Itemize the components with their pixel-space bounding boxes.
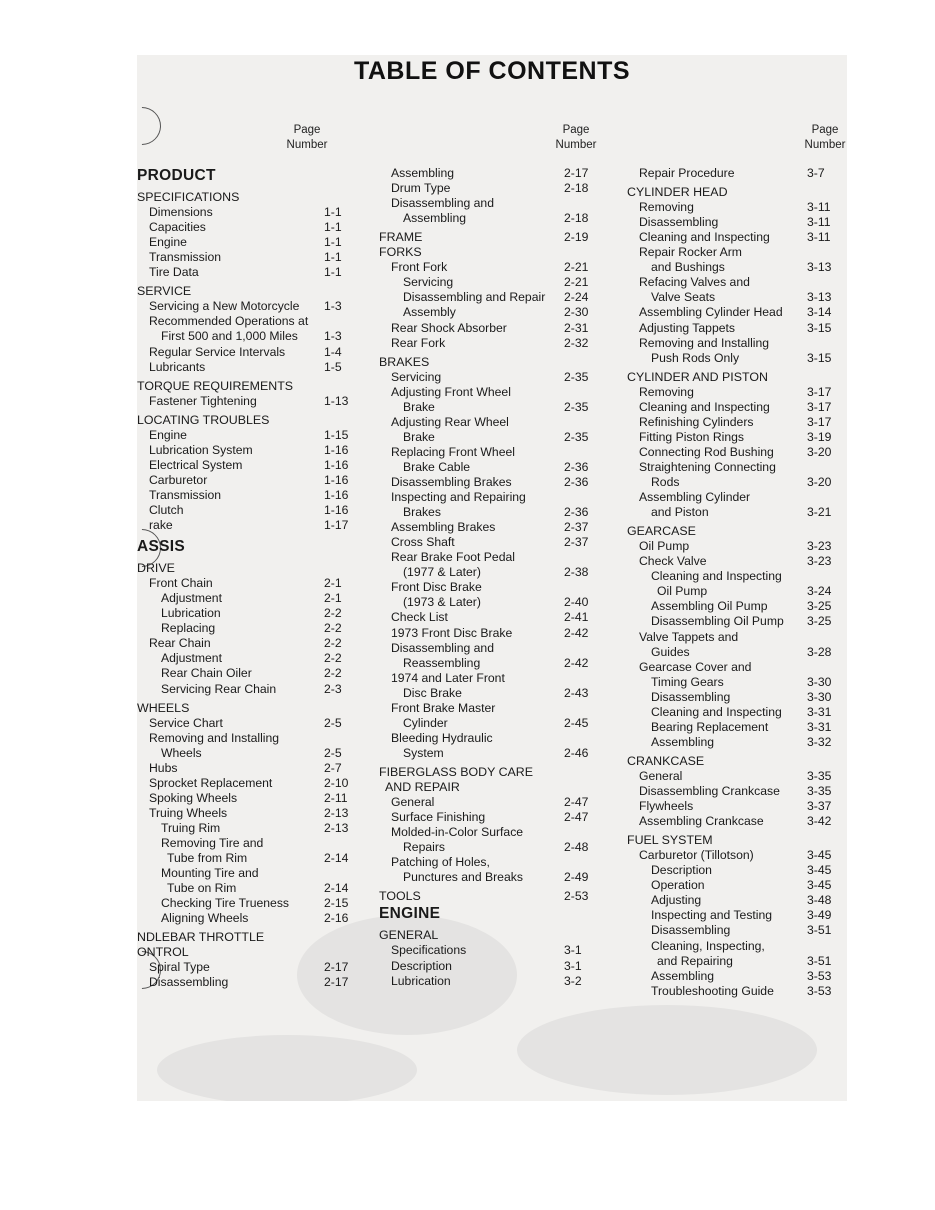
toc-entry: Fastener Tightening: [149, 393, 257, 408]
page-number: 2-42: [564, 625, 589, 640]
section-heading: NDLEBAR THROTTLE: [137, 930, 265, 945]
toc-entry: Adjusting: [651, 893, 702, 908]
page-number: 2-15: [324, 896, 349, 911]
page-number: 3-11: [807, 230, 831, 245]
page-number: 2-1: [324, 591, 342, 606]
toc-entry: (1973 & Later): [403, 595, 481, 610]
toc-entry: General: [639, 768, 683, 783]
page-number: 3-13: [807, 290, 832, 305]
toc-entry: (1977 & Later): [403, 565, 481, 580]
toc-entry: Cleaning and Inspecting: [639, 399, 770, 414]
page-number: 2-37: [564, 535, 589, 550]
page-number: 2-13: [324, 820, 349, 835]
toc-entry: Disc Brake: [403, 685, 462, 700]
page-number: 3-31: [807, 719, 832, 734]
toc-entry: Lubricants: [149, 359, 206, 374]
toc-entry: Adjusting Tappets: [639, 320, 735, 335]
toc-entry: Engine: [149, 235, 187, 250]
toc-entry: Inspecting and Testing: [651, 908, 773, 923]
toc-entry: Lubrication: [391, 973, 451, 988]
toc-entry: Cleaning and Inspecting: [651, 569, 782, 584]
page-number: 3-49: [807, 908, 832, 923]
toc-entry: Adjusting Front Wheel: [391, 384, 511, 399]
toc-entry: Check Valve: [639, 554, 707, 569]
section-title: ENGINE: [379, 905, 441, 923]
toc-entry: Clutch: [149, 503, 184, 517]
toc-entry: Check List: [391, 610, 448, 625]
page-number: 3-35: [807, 784, 832, 798]
toc-entry: Disassembling: [639, 215, 719, 230]
page-number: 1-16: [324, 503, 349, 517]
page-number: 2-38: [564, 565, 589, 580]
toc-entry: Guides: [651, 644, 690, 659]
toc-entry: Removing and Installing: [149, 730, 280, 745]
toc-entry: Brake Cable: [403, 459, 471, 474]
toc-entry: Sprocket Replacement: [149, 775, 273, 790]
page-number: 3-23: [807, 539, 832, 554]
toc-entry: Front Chain: [149, 576, 213, 591]
page-number: 3-15: [807, 320, 832, 335]
page-number: 3-32: [807, 734, 832, 749]
page-number: 3-17: [807, 414, 832, 429]
toc-entry: Front Fork: [391, 260, 448, 275]
toc-entry: Truing Rim: [161, 820, 221, 835]
toc-entry: Disassembling and Repair: [403, 290, 546, 305]
toc-entry: Description: [651, 863, 712, 878]
toc-entry: Hubs: [149, 760, 178, 775]
page-number: 3-1: [564, 958, 582, 973]
toc-entry: Brake: [403, 399, 435, 414]
toc-entry: Disassembling and: [391, 640, 494, 655]
toc-entry: Assembly: [403, 305, 456, 320]
toc-entry: Assembling: [391, 166, 454, 180]
section-heading: TOOLS: [379, 889, 421, 904]
page-number: 1-13: [324, 393, 349, 408]
section-heading: SERVICE: [137, 284, 192, 299]
page-number: 1-3: [324, 299, 342, 314]
toc-entry: Removing and Installing: [639, 335, 770, 350]
page-number: 2-46: [564, 745, 589, 760]
page-number: 3-17: [807, 384, 832, 399]
toc-entry: Servicing a New Motorcycle: [149, 299, 300, 314]
toc-entry: and Repairing: [657, 953, 733, 968]
page-number: 1-16: [324, 442, 349, 457]
toc-entry: Cross Shaft: [391, 535, 455, 550]
page-number: 3-13: [807, 260, 832, 275]
toc-entry: Disassembling: [149, 975, 229, 990]
toc-entry: Timing Gears: [651, 674, 724, 689]
number-header-label: Number: [286, 139, 328, 151]
page-number: 1-15: [324, 427, 349, 442]
page-number: 1-1: [324, 250, 342, 265]
toc-entry: Assembling Crankcase: [639, 814, 764, 829]
toc-entry: Tube on Rim: [167, 881, 237, 896]
toc-entry: Lubrication: [161, 606, 221, 621]
page-number: 1-17: [324, 518, 349, 533]
toc-entry: Troubleshooting Guide: [651, 983, 774, 998]
page-number: 2-31: [564, 320, 589, 335]
toc-entry: Cylinder: [403, 715, 448, 730]
page-number: 2-17: [324, 975, 349, 990]
page-number: 2-41: [564, 610, 589, 625]
toc-entry: Removing: [639, 200, 694, 215]
page-number: 3-51: [807, 953, 832, 968]
toc-entry: Wheels: [161, 745, 202, 760]
toc-entry: Aligning Wheels: [161, 911, 249, 926]
page-number: 2-42: [564, 655, 589, 670]
page-header-label: Page: [293, 124, 321, 136]
page-number: 3-51: [807, 923, 832, 938]
section-title: PRODUCT: [137, 167, 216, 184]
toc-entry: Removing Tire and: [161, 836, 264, 850]
toc-entry: Transmission: [149, 487, 222, 502]
section-heading: LOCATING TROUBLES: [137, 412, 270, 427]
section-heading: WHEELS: [137, 700, 190, 715]
page-number: 2-53: [564, 889, 589, 904]
toc-entry: Molded-in-Color Surface: [391, 825, 524, 840]
toc-entry: Oil Pump: [657, 584, 708, 599]
toc-entry: Rear Brake Foot Pedal: [391, 550, 515, 565]
toc-entry: Bearing Replacement: [651, 719, 769, 734]
toc-entry: Replacing Front Wheel: [391, 444, 515, 459]
toc-entry: Drum Type: [391, 181, 451, 196]
page-number: 1-16: [324, 472, 349, 487]
toc-entry: Disassembling: [651, 923, 731, 938]
toc-entry: rake: [149, 518, 173, 533]
toc-entry: Surface Finishing: [391, 810, 486, 825]
toc-entry: Recommended Operations at: [149, 314, 309, 329]
page-number: 2-36: [564, 475, 589, 489]
toc-entry: Servicing: [391, 369, 442, 384]
page-number: 3-24: [807, 584, 832, 599]
toc-entry: Tire Data: [149, 265, 199, 280]
toc-entry: Regular Service Intervals: [149, 344, 286, 359]
section-heading: FORKS: [379, 245, 422, 260]
toc-entry: Adjustment: [161, 651, 222, 666]
page-number: 2-37: [564, 520, 589, 535]
section-heading: CYLINDER AND PISTON: [627, 369, 768, 384]
toc-entry: and Bushings: [651, 260, 725, 275]
toc-entry: Adjusting Rear Wheel: [391, 414, 509, 429]
page-number: 1-3: [324, 329, 342, 344]
page-number: 3-45: [807, 878, 832, 893]
page-number: 2-14: [324, 851, 349, 866]
page-number: 2-47: [564, 795, 589, 810]
page-number: 2-16: [324, 911, 349, 926]
toc-entry: Straightening Connecting: [639, 459, 776, 474]
page-number: 2-47: [564, 810, 589, 825]
toc-entry: Service Chart: [149, 715, 223, 730]
number-header-label: Number: [555, 139, 597, 151]
toc-entry: Truing Wheels: [149, 805, 228, 820]
toc-entry: Valve Tappets and: [639, 629, 739, 644]
toc-entry: Engine: [149, 427, 187, 442]
toc-entry: Replacing: [161, 621, 216, 636]
section-heading: TORQUE REQUIREMENTS: [137, 378, 294, 393]
page-number: 2-5: [324, 715, 342, 730]
toc-entry: First 500 and 1,000 Miles: [161, 329, 298, 344]
page-number: 2-1: [324, 576, 342, 591]
toc-entry: Removing: [639, 384, 694, 399]
page-number: 2-17: [564, 166, 589, 180]
toc-entry: Fitting Piston Rings: [639, 429, 744, 444]
toc-entry: Mounting Tire and: [161, 866, 259, 881]
toc-entry: 1974 and Later Front: [391, 670, 505, 685]
page-number: 3-25: [807, 614, 832, 629]
toc-entry: Assembling: [651, 734, 714, 749]
section-heading: GENERAL: [379, 928, 439, 943]
page-number: 2-35: [564, 369, 589, 384]
toc-entry: Cleaning and Inspecting: [639, 230, 770, 245]
toc-entry: Assembling: [403, 211, 466, 226]
section-heading: FUEL SYSTEM: [627, 833, 713, 848]
page-number: 1-1: [324, 265, 342, 280]
toc-entry: Patching of Holes,: [391, 855, 490, 870]
section-heading: CYLINDER HEAD: [627, 185, 728, 200]
toc-entry: Assembling Cylinder: [639, 490, 751, 505]
toc-entry: Refacing Valves and: [639, 275, 750, 290]
page-number: 3-37: [807, 799, 832, 814]
section-heading: FIBERGLASS BODY CARE: [379, 764, 534, 779]
toc-entry: Rear Chain Oiler: [161, 666, 252, 681]
toc-entry: Disassembling Brakes: [391, 475, 512, 489]
toc-entry: Transmission: [149, 250, 222, 265]
page-number: 2-2: [324, 621, 342, 636]
page-number: 2-10: [324, 775, 349, 790]
page-number: 3-1: [564, 943, 582, 958]
toc-entry: Electrical System: [149, 457, 243, 472]
page-number: 2-5: [324, 745, 342, 760]
page-number: 2-18: [564, 181, 589, 196]
toc-entry: System: [403, 745, 444, 760]
toc-entry: Repair Procedure: [639, 166, 735, 180]
toc-entry: Rear Chain: [149, 636, 211, 651]
page-number: 2-19: [564, 230, 589, 245]
page-number: 3-17: [807, 399, 832, 414]
toc-entry: Gearcase Cover and: [639, 659, 752, 674]
toc-entry: Inspecting and Repairing: [391, 490, 526, 505]
page-number: 2-3: [324, 681, 342, 696]
page-number: 2-2: [324, 606, 342, 621]
toc-entry: Carburetor: [149, 472, 208, 487]
toc-entry: Description: [391, 958, 452, 973]
toc-entry: Rear Fork: [391, 335, 446, 350]
toc-entry: Brakes: [403, 505, 441, 520]
toc-entry: Tube from Rim: [167, 851, 248, 866]
section-heading: ONTROL: [137, 945, 189, 960]
page-number: 2-45: [564, 715, 589, 730]
section-title: ASSIS: [137, 538, 186, 556]
toc-entry: Rear Shock Absorber: [391, 320, 507, 335]
section-heading: DRIVE: [137, 561, 175, 576]
page-number: 3-11: [807, 215, 831, 230]
page-number: 2-18: [564, 211, 589, 226]
page-number: 2-21: [564, 275, 589, 290]
page-title: TABLE OF CONTENTS: [353, 57, 631, 85]
toc-entry: Adjustment: [161, 591, 222, 606]
page-number: 1-16: [324, 457, 349, 472]
toc-entry: Front Disc Brake: [391, 580, 482, 595]
toc-entry: Assembling Oil Pump: [651, 599, 768, 614]
page-number: 2-17: [324, 960, 349, 975]
page-number: 2-14: [324, 881, 349, 896]
page-number: 3-21: [807, 505, 832, 520]
page-number: 2-2: [324, 651, 342, 666]
toc-entry: Connecting Rod Bushing: [639, 444, 774, 459]
page-number: 3-30: [807, 689, 832, 704]
page-number: 2-2: [324, 636, 342, 651]
toc-entry: Carburetor (Tillotson): [639, 848, 754, 863]
page-number: 3-2: [564, 973, 582, 988]
page-number: 3-35: [807, 768, 832, 783]
toc-entry: Operation: [651, 878, 705, 893]
toc-entry: Disassembling and: [391, 196, 494, 211]
page-number: 3-19: [807, 429, 832, 444]
toc-entry: Capacities: [149, 220, 206, 235]
toc-entry: General: [391, 795, 435, 810]
toc-entry: Punctures and Breaks: [403, 870, 523, 885]
toc-entry: Specifications: [391, 943, 467, 958]
toc-entry: Cleaning, Inspecting,: [651, 938, 765, 953]
page-number: 3-53: [807, 968, 832, 983]
page-number: 2-24: [564, 290, 589, 305]
toc-entry: Servicing: [403, 275, 454, 290]
binder-hole-top: [137, 99, 169, 153]
toc-entry: Dimensions: [149, 205, 213, 220]
number-header-label: Number: [804, 139, 846, 151]
toc-entry: Bleeding Hydraulic: [391, 730, 493, 745]
page-number: 2-7: [324, 760, 342, 775]
toc-entry: Brake: [403, 429, 435, 444]
toc-entry: Rods: [651, 475, 680, 489]
toc-entry: Disassembling Crankcase: [639, 784, 780, 798]
page-number: 2-35: [564, 429, 589, 444]
page-number: 2-21: [564, 260, 589, 275]
page-number: 2-32: [564, 335, 589, 350]
toc-entry: Spiral Type: [149, 960, 210, 975]
page-number: 1-4: [324, 344, 342, 359]
toc-entry: Push Rods Only: [651, 350, 740, 365]
toc-entry: Front Brake Master: [391, 700, 496, 715]
toc-entry: Cleaning and Inspecting: [651, 704, 782, 719]
page-number: 2-11: [324, 790, 348, 805]
page-number: 2-48: [564, 840, 589, 855]
section-heading: SPECIFICATIONS: [137, 190, 240, 204]
page-header-label: Page: [811, 124, 839, 136]
page-number: 3-53: [807, 983, 832, 998]
page-number: 2-13: [324, 805, 349, 820]
page-number: 3-25: [807, 599, 832, 614]
toc-entry: Assembling Cylinder Head: [639, 305, 783, 320]
toc-entry: Refinishing Cylinders: [639, 414, 754, 429]
toc-entry: and Piston: [651, 505, 709, 520]
toc-entry: Lubrication System: [149, 442, 253, 457]
page-number: 3-42: [807, 814, 832, 829]
section-heading: BRAKES: [379, 354, 430, 369]
page-number: 3-28: [807, 644, 832, 659]
page-number: 1-1: [324, 220, 342, 235]
page-number: 2-36: [564, 505, 589, 520]
toc-entry: Flywheels: [639, 799, 694, 814]
page-number: 3-20: [807, 444, 832, 459]
section-heading: AND REPAIR: [385, 780, 460, 794]
section-heading: GEARCASE: [627, 524, 696, 539]
section-heading: FRAME: [379, 230, 423, 245]
toc-entry: Repairs: [403, 840, 445, 855]
toc-entry: Spoking Wheels: [149, 790, 238, 805]
page-number: 2-30: [564, 305, 589, 320]
page-number: 3-20: [807, 475, 832, 489]
page-number: 1-16: [324, 487, 349, 502]
page-number: 2-2: [324, 666, 342, 681]
page-number: 3-11: [807, 200, 831, 215]
page-number: 3-15: [807, 350, 832, 365]
toc-entry: Assembling Brakes: [391, 520, 496, 535]
page-number: 1-1: [324, 205, 342, 220]
toc-entry: Checking Tire Trueness: [161, 896, 290, 911]
page-number: 3-45: [807, 863, 832, 878]
page-header-label: Page: [562, 124, 590, 136]
page-number: 3-14: [807, 305, 832, 320]
page-number: 3-30: [807, 674, 832, 689]
page-number: 1-5: [324, 359, 342, 374]
page-number: 3-7: [807, 166, 825, 180]
page-number: 2-43: [564, 685, 589, 700]
page-number: 1-1: [324, 235, 342, 250]
page-number: 3-23: [807, 554, 832, 569]
page-number: 2-36: [564, 459, 589, 474]
page-number: 2-49: [564, 870, 589, 885]
toc-entry: Servicing Rear Chain: [161, 681, 277, 696]
page-number: 2-35: [564, 399, 589, 414]
toc-entry: Valve Seats: [651, 290, 716, 305]
section-heading: CRANKCASE: [627, 753, 705, 768]
scanned-page: [137, 55, 847, 1101]
toc-entry: Disassembling Oil Pump: [651, 614, 784, 629]
toc-entry: 1973 Front Disc Brake: [391, 625, 513, 640]
page-number: 2-40: [564, 595, 589, 610]
toc-entry: Disassembling: [651, 689, 731, 704]
toc-entry: Assembling: [651, 968, 714, 983]
page-number: 3-45: [807, 848, 832, 863]
toc-entry: Reassembling: [403, 655, 481, 670]
toc-entry: Oil Pump: [639, 539, 690, 554]
page-number: 3-48: [807, 893, 832, 908]
toc-entry: Repair Rocker Arm: [639, 245, 742, 260]
page-number: 3-31: [807, 704, 832, 719]
